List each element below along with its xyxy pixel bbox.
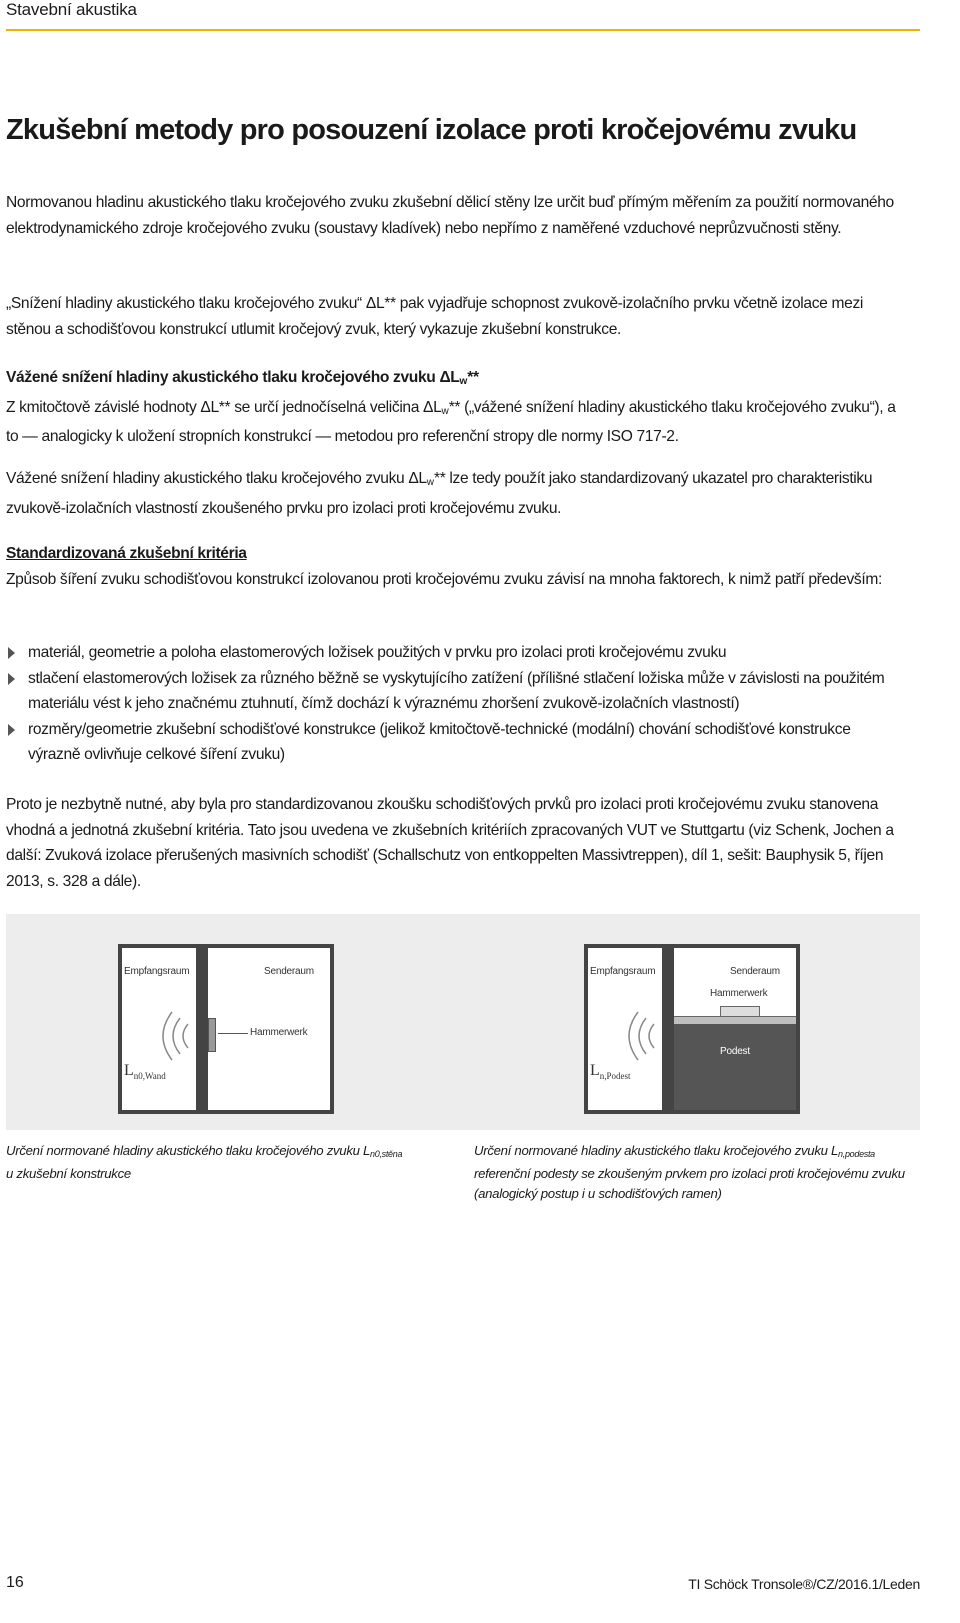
level-symbol: $L_{n0,Wand}$ [124, 1062, 166, 1081]
section-header: Stavební akustika [6, 0, 137, 19]
hammer-machine-label: Hammerwerk [250, 1027, 308, 1038]
landing-test-diagram [584, 944, 800, 1114]
landing-label: Podest [720, 1046, 750, 1057]
usage-paragraph: Vážené snížení hladiny akustického tlaku kročejového zvuku $\Delta L_w**$ lze tedy použít jako standardizovaný ukazatel pro charakteristiku zvukově-izolačních vlastností zkoušeného prvku pro izolaci proti kročejovému zvuku. [6, 470, 873, 517]
page-number: 16 [6, 1574, 24, 1591]
receiving-room-label: Empfangsraum [124, 966, 190, 977]
reduction-paragraph: „Snížení hladiny akustického tlaku kročejového zvuku“ ΔL** pak vyjadřuje schopnost zvukově-izolačního prvku včetně izolace mezi stěnou a schodišťovou konstrukcí utlumit kročejový zvuk, který vykazuje zkušební konstrukce. [6, 295, 864, 338]
test-wall [196, 948, 208, 1110]
level-symbol: $L_{n,Podest}$ [590, 1062, 631, 1081]
hammer-machine-icon [208, 1018, 216, 1052]
conclusion-paragraph: Proto je nezbytně nutné, aby byla pro standardizovanou zkoušku schodišťových prvků pro izolaci proti kročejovému zvuku stanovena vhodná a jednotná zkušební kritéria. Tato jsou uvedena ve zkušebních kritériích zpracovaných VUT ve Stuttgartu (viz Schenk, Jochen a další: Zvuková izolace přerušených masivních schodišť (Schallschutz von entkoppelten Massivtreppen), díl 1, sešit: Bauphysik 5, říjen 2013, s. 328 a dále). [6, 796, 894, 890]
sending-room-label: Senderaum [730, 966, 780, 977]
criteria-heading: Standardizovaná zkušební kritéria [6, 545, 247, 562]
receiving-room-label: Empfangsraum [590, 966, 656, 977]
triangle-bullet-icon [8, 724, 15, 736]
sound-waves-icon [136, 1008, 196, 1064]
criteria-section [6, 541, 906, 592]
header-rule [6, 29, 920, 31]
caption-right: Určení normované hladiny akustického tlaku kročejového zvuku Ln,podesta referenční podesty se zkoušeným prvkem pro izolaci proti kročejovému zvuku (analogický postup i u schodišťových ramen) [474, 1143, 905, 1201]
weighted-section [6, 365, 906, 450]
test-wall [662, 948, 674, 1110]
document-reference: TI Schöck Tronsole®/CZ/2016.1/Leden [688, 1576, 920, 1592]
intro-paragraph: Normovanou hladinu akustického tlaku kročejového zvuku zkušební dělicí stěny lze určit buď přímým měřením za použití normovaného elektrodynamického zdroje kročejového zvuku (soustavy kladívek) nebo nepřímo z naměřené vzduchové neprůzvučnosti stěny. [6, 194, 894, 237]
landing-support [674, 1024, 796, 1110]
triangle-bullet-icon [8, 673, 15, 685]
hammer-machine-label: Hammerwerk [710, 988, 768, 999]
weighted-heading: Vážené snížení hladiny akustického tlaku kročejového zvuku $\Delta L_w**$ [6, 369, 479, 387]
triangle-bullet-icon [8, 647, 15, 659]
leader-line [218, 1033, 248, 1034]
list-item: stlačení elastomerových ložisek za různého běžně se vyskytujícího zatížení (přílišné stlačení ložiska může v závislosti na použitém materiálu vést k jeho značnému ztuhnutí, čímž dochází k výraznému zhoršení zvukově-izolačních vlastností) [6, 666, 906, 717]
list-item: rozměry/geometrie zkušební schodišťové konstrukce (jelikož kmitočtově-technické (modální) chování schodišťové konstrukce výrazně ovlivňuje celkové šíření zvuku) [6, 717, 906, 768]
list-item: materiál, geometrie a poloha elastomerových ložisek použitých v prvku pro izolaci proti kročejovému zvuku [6, 640, 906, 666]
wall-test-diagram [118, 944, 334, 1114]
figure-panel [6, 914, 920, 1130]
page-title: Zkušební metody pro posouzení izolace proti kročejovému zvuku [6, 114, 857, 146]
weighted-text: Z kmitočtově závislé hodnoty ΔL** se určí jednočíselná veličina $\Delta L_w**$ („vážené snížení hladiny akustického tlaku kročejového zvuku“), a to — analogicky k uložení stropních konstrukcí — metodou pro referenční stropy dle normy ISO 717-2. [6, 398, 896, 445]
caption-left: Určení normované hladiny akustického tlaku kročejového zvuku Ln0,stěna u zkušební konstrukce [6, 1143, 403, 1181]
criteria-text: Způsob šíření zvuku schodišťovou konstrukcí izolovanou proti kročejovému zvuku závisí na mnoha faktorech, k nimž patří především: [6, 570, 882, 588]
sound-waves-icon [602, 1008, 662, 1064]
factor-list [6, 640, 906, 768]
sending-room-label: Senderaum [264, 966, 314, 977]
